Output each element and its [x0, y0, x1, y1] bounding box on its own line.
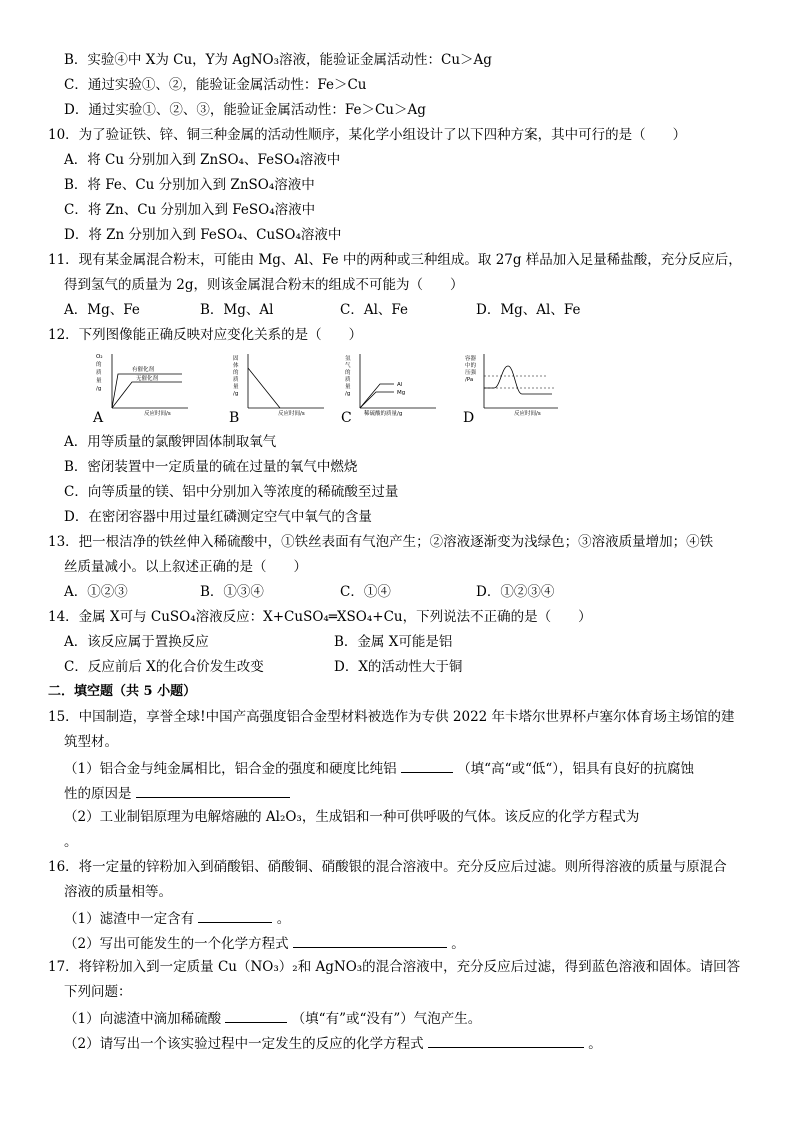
- graph-c-line2-label: Mg: [397, 390, 406, 396]
- q15-stem-line2: 筑型材。: [64, 734, 118, 750]
- q17-stem-line1: 17．将锌粉加入到一定质量 Cu（NO₃）₂和 AgNO₃的混合溶液中，充分反应后过滤，得到蓝色溶液和固体。请回答: [48, 959, 741, 975]
- q15-blank-1[interactable]: [401, 758, 453, 773]
- q13-option-b: B．①③④: [200, 584, 264, 600]
- q16-part2-text: （2）写出可能发生的一个化学方程式: [64, 936, 289, 952]
- q16-part1-text: （1）滤渣中一定含有: [64, 911, 195, 927]
- graph-d-xlabel: 反应时间/s: [514, 411, 541, 416]
- q15-part2-line: （2）工业制铝原理为电解熔融的 Al₂O₃，生成铝和一种可供呼吸的气体。该反应的化学方程式为: [64, 809, 640, 825]
- graph-b-ylabel-4: 量: [233, 384, 239, 390]
- q16-blank-1[interactable]: [198, 908, 272, 923]
- graph-a-ylabel-1: 的: [96, 362, 102, 368]
- graph-b-xlabel: 反应时间/s: [278, 411, 305, 416]
- q17-part2-line: [64, 1033, 602, 1053]
- q12-graph-c-letter: C: [341, 410, 352, 426]
- q9-option-b: B．实验④中 X为 Cu，Y为 AgNO₃溶液，能验证金属活动性：Cu＞Ag: [64, 52, 492, 68]
- q11-option-a: A．Mg、Fe: [64, 302, 140, 318]
- q16-part1-line: [64, 908, 290, 928]
- q13-option-d: D．①②③④: [476, 584, 555, 600]
- q15-stem-line1: 15．中国制造，享誉全球!中国产高强度铝合金型材料被选作为专供 2022 年卡塔尔世界杯卢塞尔体育场主场馆的建: [48, 709, 735, 725]
- q17-part1-line: [64, 1008, 481, 1028]
- q10-option-a: A．将 Cu 分别加入到 ZnSO₄、FeSO₄溶液中: [64, 152, 341, 168]
- graph-d-ylabel-2: 压强: [465, 370, 477, 376]
- q15-part1-text-b: （填“高“或“低“），铝具有良好的抗腐蚀: [457, 761, 695, 777]
- graph-c-ylabel-2: 的: [345, 370, 351, 376]
- graph-d-ylabel-3: /Pa: [465, 377, 474, 383]
- graph-b-ylabel-1: 体: [233, 363, 239, 369]
- graph-c-ylabel-4: 量: [345, 384, 351, 390]
- q16-part2-line: [64, 933, 465, 953]
- q15-part1-line2: [64, 783, 290, 803]
- q11-option-b: B．Mg、Al: [200, 302, 274, 318]
- q12-graph-d-letter: D: [463, 410, 475, 426]
- graph-c-line1-label: Al: [397, 382, 403, 388]
- q16-blank-2[interactable]: [293, 933, 447, 948]
- graph-a-ylabel-0: O₂: [96, 354, 103, 360]
- section-title-fill-in: 二．填空题（共 5 小题）: [48, 684, 197, 699]
- q14-option-a: A．该反应属于置换反应: [64, 634, 209, 650]
- graph-c-ylabel-0: 氢: [345, 356, 351, 362]
- graph-c-xlabel: 稀硫酸的质量/g: [364, 411, 403, 416]
- q17-part1-text-b: （填“有”或“没有”）气泡产生。: [291, 1011, 482, 1027]
- graph-b-ylabel-2: 的: [233, 370, 239, 376]
- graph-b-ylabel-3: 质: [233, 377, 239, 383]
- q17-part1-text-a: （1）向滤渣中滴加稀硫酸: [64, 1011, 222, 1027]
- q12-option-c: C．向等质量的镁、铝中分别加入等浓度的稀硫酸至过量: [64, 484, 399, 500]
- q13-stem-line1: 13．把一根洁净的铁丝伸入稀硫酸中，①铁丝表面有气泡产生；②溶液逐渐变为浅绿色；③溶液质量增加；④铁: [48, 534, 714, 550]
- q17-part2-end: 。: [588, 1036, 602, 1052]
- q10-option-c: C．将 Zn、Cu 分别加入到 FeSO₄溶液中: [64, 202, 316, 218]
- graph-d-ylabel-0: 容器: [465, 356, 477, 362]
- q12-stem: 12．下列图像能正确反映对应变化关系的是（ ）: [48, 327, 363, 343]
- q10-option-d: D．将 Zn 分别加入到 FeSO₄、CuSO₄溶液中: [64, 227, 342, 243]
- q17-part2-text: （2）请写出一个该实验过程中一定发生的反应的化学方程式: [64, 1036, 424, 1052]
- graph-b-ylabel-0: 固: [233, 356, 239, 362]
- q12-option-d: D．在密闭容器中用过量红磷测定空气中氧气的含量: [64, 509, 372, 525]
- q10-option-b: B．将 Fe、Cu 分别加入到 ZnSO₄溶液中: [64, 177, 315, 193]
- graph-a-ylabel-3: 量: [96, 378, 102, 384]
- q11-option-d: D．Mg、Al、Fe: [476, 302, 581, 318]
- q12-option-a: A．用等质量的氯酸钾固体制取氧气: [64, 434, 277, 450]
- q11-option-c: C．Al、Fe: [340, 302, 409, 318]
- graph-c-ylabel-3: 质: [345, 377, 351, 383]
- q12-option-b: B．密闭装置中一定质量的硫在过量的氧气中燃烧: [64, 459, 358, 475]
- q14-option-c: C．反应前后 X的化合价发生改变: [64, 659, 264, 675]
- q16-part1-end: 。: [276, 911, 291, 927]
- q12-graph-c: [340, 352, 440, 420]
- graph-c-ylabel-1: 气: [345, 363, 351, 369]
- q14-option-b: B．金属 X可能是铝: [334, 634, 453, 650]
- q13-stem-line2: 丝质量减小。以上叙述正确的是（ ）: [64, 559, 307, 575]
- graph-a-ylabel-4: /g: [96, 386, 102, 392]
- q14-stem: 14．金属 X可与 CuSO₄溶液反应：X+CuSO₄═XSO₄+Cu，下列说法不正确的是（ ）: [48, 609, 592, 625]
- q11-stem-line1: 11．现有某金属混合粉末，可能由 Mg、Al、Fe 中的两种或三种组成。取 27g 样品加入足量稀盐酸，充分反应后，: [48, 252, 742, 268]
- graph-a-line1-label: 有催化剂: [132, 367, 155, 373]
- q12-graph-a-letter: A: [93, 410, 104, 426]
- q13-option-a: A．①②③: [64, 584, 128, 600]
- q10-stem: 10．为了验证铁、锌、铜三种金属的活动性顺序，某化学小组设计了以下四种方案，其中可行的是（ ）: [48, 127, 687, 143]
- q9-option-c: C．通过实验①、②，能验证金属活动性：Fe＞Cu: [64, 77, 367, 93]
- graph-d-ylabel-1: 中的: [465, 363, 477, 369]
- q14-option-d: D．X的活动性大于铜: [334, 659, 463, 675]
- graph-b-ylabel-5: /g: [233, 391, 239, 397]
- graph-a-ylabel-2: 质: [96, 370, 102, 376]
- q16-stem-line1: 16．将一定量的锌粉加入到硝酸铝、硝酸铜、硝酸银的混合溶液中。充分反应后过滤。则所得溶液的质量与原混合: [48, 859, 727, 875]
- q17-stem-line2: 下列问题：: [64, 984, 132, 1000]
- q9-option-d: D．通过实验①、②、③，能验证金属活动性：Fe＞Cu＞Ag: [64, 102, 426, 118]
- q12-graph-a: [92, 352, 192, 420]
- q12-graph-b: [228, 352, 328, 420]
- q16-part2-end: 。: [451, 936, 465, 952]
- graph-c-ylabel-5: /g: [345, 391, 351, 397]
- q15-part1-text-c: 性的原因是: [64, 786, 132, 802]
- q12-graph-b-letter: B: [229, 410, 240, 426]
- q17-blank-1[interactable]: [225, 1008, 287, 1023]
- q13-option-c: C．①④: [340, 584, 391, 600]
- q12-graph-d: [462, 352, 562, 420]
- q11-stem-line2: 得到氢气的质量为 2g，则该金属混合粉末的组成不可能为（ ）: [64, 277, 464, 293]
- graph-a-xlabel: 反应时间/s: [144, 411, 171, 416]
- q15-part1-text-a: （1）铝合金与纯金属相比，铝合金的强度和硬度比纯铝: [64, 761, 397, 777]
- q17-blank-2[interactable]: [428, 1033, 584, 1048]
- q16-stem-line2: 溶液的质量相等。: [64, 884, 172, 900]
- q15-blank-2[interactable]: [136, 783, 290, 798]
- q15-part2-end: 。: [64, 834, 78, 850]
- q15-part1-line: [64, 758, 694, 778]
- graph-a-line2-label: 无催化剂: [136, 376, 159, 382]
